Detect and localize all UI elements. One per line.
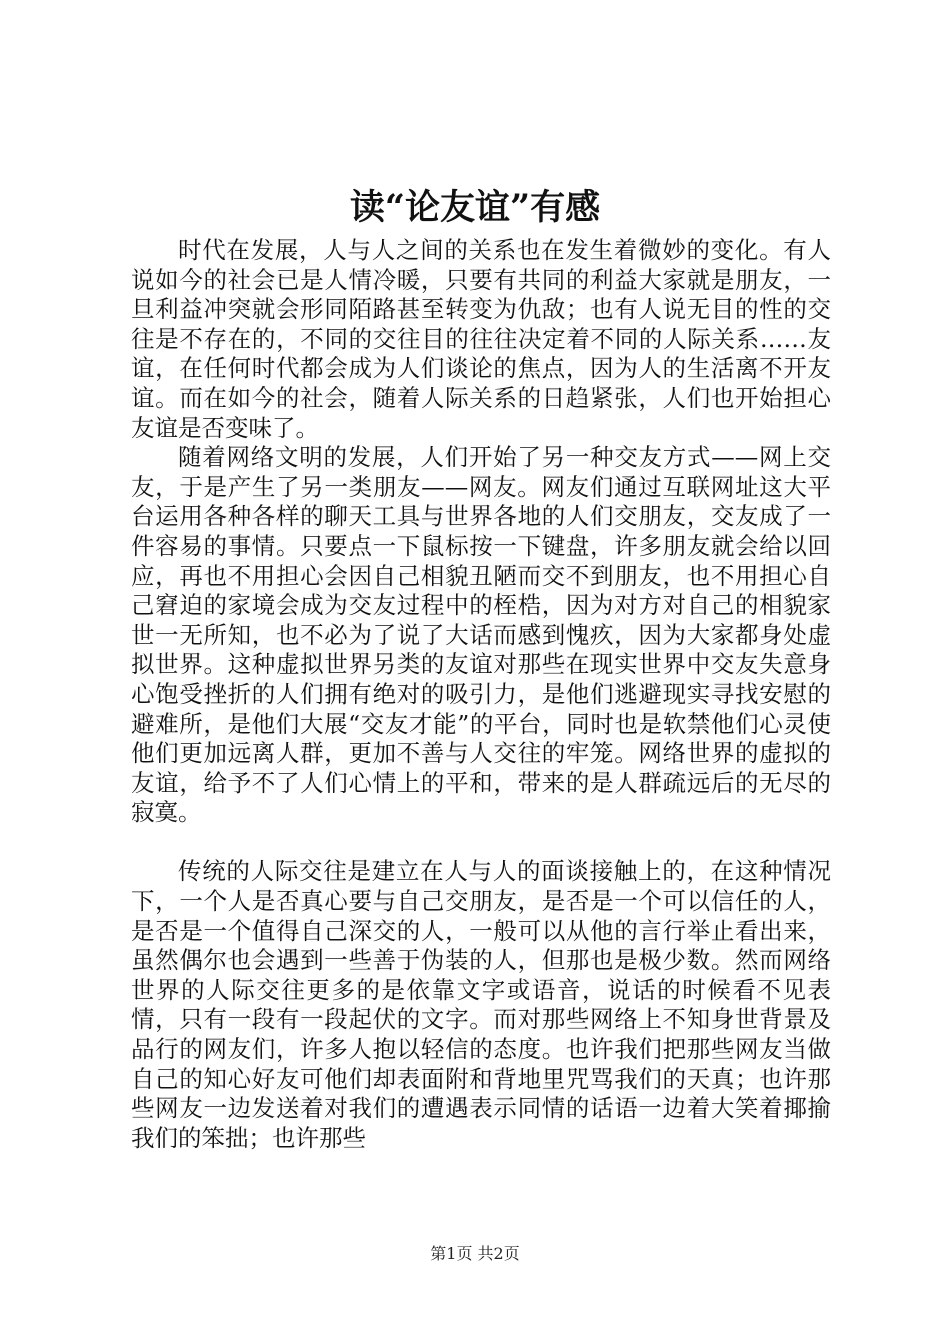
document-title: 读“论友谊”有感 <box>349 187 601 228</box>
paragraph-1: 时代在发展，人与人之间的关系也在发生着微妙的变化。有人说如今的社会已是人情冷暖，只要有共同的利益大家就是朋友，一旦利益冲突就会形同陌路甚至转变为仇敌；也有人说无目的性的交往是不存在的，不同的交往目的往往决定着不同的人际关系……友谊，在任何时代都会成为人们谈论的焦点，因为人的生活离不开友谊。而在如今的社会，随着人际关系的日趋紧张，人们也开始担心友谊是否变味了。 <box>131 236 831 442</box>
paragraph-spacer <box>131 828 831 858</box>
paragraph-2: 随着网络文明的发展，人们开始了另一种交友方式——网上交友，于是产生了另一类朋友——网友。网友们通过互联网址这大平台运用各种各样的聊天工具与世界各地的人们交朋友，交友成了一件容易的事情。只要点一下鼠标按一下键盘，许多朋友就会给以回应，再也不用担心会因自己相貌丑陋而交不到朋友，也不用担心自己窘迫的家境会成为交友过程中的桎梏，因为对方对自己的相貌家世一无所知，也不必为了说了大话而感到愧疚，因为大家都身处虚拟世界。这种虚拟世界另类的友谊对那些在现实世界中交友失意身心饱受挫折的人们拥有绝对的吸引力，是他们逃避现实寻找安慰的避难所，是他们大展“交友才能”的平台，同时也是软禁他们心灵使他们更加远离人群，更加不善与人交往的牢笼。网络世界的虚拟的友谊，给予不了人们心情上的平和，带来的是人群疏远后的无尽的寂寞。 <box>131 443 831 827</box>
document-body <box>131 236 831 1153</box>
paragraph-3: 传统的人际交往是建立在人与人的面谈接触上的，在这种情况下，一个人是否真心要与自己交朋友，是否是一个可以信任的人，是否是一个值得自己深交的人，一般可以从他的言行举止看出来，虽然偶尔也会遇到一些善于伪装的人，但那也是极少数。然而网络世界的人际交往更多的是依靠文字或语音，说话的时候看不见表情，只有一段有一段起伏的文字。而对那些网络上不知身世背景及品行的网友们，许多人抱以轻信的态度。也许我们把那些网友当做自己的知心好友可他们却表面附和背地里咒骂我们的天真；也许那些网友一边发送着对我们的遭遇表示同情的话语一边着大笑着揶揄我们的笨拙；也许那些 <box>131 857 831 1152</box>
page-number-footer: 第1页 共2页 <box>430 1244 520 1263</box>
